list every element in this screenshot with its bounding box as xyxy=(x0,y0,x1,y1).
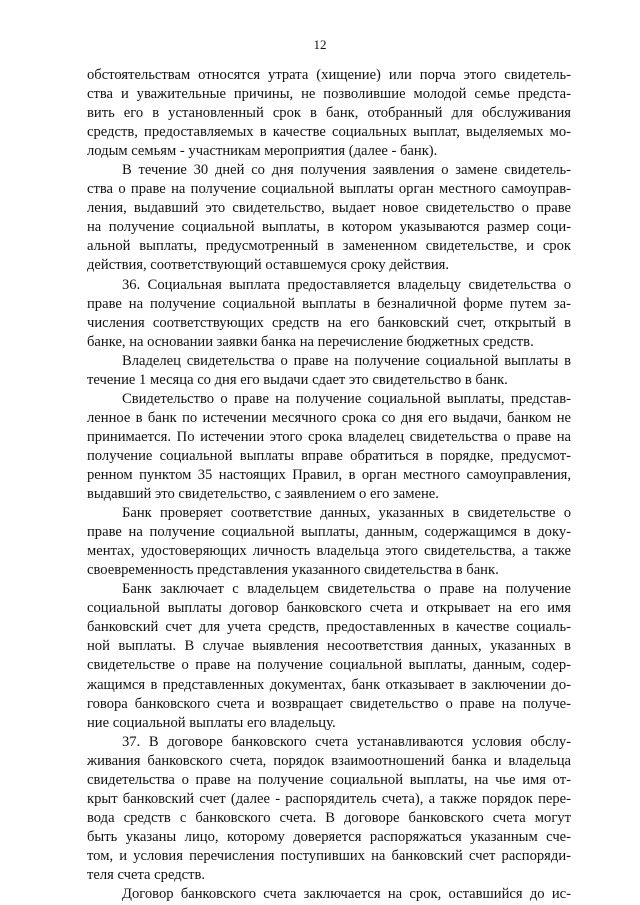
text-line: вить его в установленный срок в банк, отобранный для обслуживания xyxy=(87,105,571,122)
text-line: принимается. По истечении этого срока владелец свидетельства о праве на xyxy=(87,428,571,445)
text-line: праве на получение социальной выплаты в безналичной форме путем за- xyxy=(87,295,571,312)
text-line: Свидетельство о праве на получение социальной выплаты, представ- xyxy=(122,390,571,407)
text-line: числения соответствующих средств на его банковский счет, открытый в xyxy=(87,314,571,331)
text-line: свидетельства о праве на получение социальной выплаты, на чье имя от- xyxy=(87,771,571,788)
text-line: средств, предоставляемых в качестве социальных выплат, выделяемых мо- xyxy=(87,124,571,141)
text-line: обстоятельствам относятся утрата (хищение) или порча этого свидетель- xyxy=(87,67,571,83)
text-line: социальной выплаты договор банковского счета и открывает на его имя xyxy=(87,600,571,617)
text-line: говора банковского счета и возвращает свидетельство о праве на получе- xyxy=(87,695,571,712)
text-line: на получение социальной выплаты, в котором указываются размер соци- xyxy=(87,219,571,236)
text-line: ментах, удостоверяющих личность владельца этого свидетельства, а также xyxy=(87,543,571,560)
text-line: Владелец свидетельства о праве на получение социальной выплаты в xyxy=(122,352,571,369)
text-line: теля счета средств. xyxy=(87,866,206,883)
text-line: выдавший это свидетельство, с заявлением о его замене. xyxy=(87,486,439,503)
text-line: праве на получение социальной выплаты, данным, содержащимся в доку- xyxy=(87,524,571,541)
text-line: Банк заключает с владельцем свидетельства о праве на получение xyxy=(122,581,571,598)
text-line: своевременность представления указанного свидетельства в банк. xyxy=(87,562,499,579)
text-line: жащимся в представленных документах, банк отказывает в заключении до- xyxy=(87,676,571,693)
text-line: живания банковского счета, порядок взаимоотношений банка и владельца xyxy=(87,752,571,769)
paragraph xyxy=(87,390,571,504)
page-number: 12 xyxy=(313,37,327,52)
text-line: действия, соответствующий оставшемуся сроку действия. xyxy=(87,257,450,274)
text-line: течение 1 месяца со дня его выдачи сдает это свидетельство в банк. xyxy=(87,371,508,388)
document-body xyxy=(87,66,571,904)
paragraph xyxy=(87,733,571,885)
text-line: банке, на основании заявки банка на перечисление бюджетных средств. xyxy=(87,333,534,350)
text-line: ренном пунктом 35 настоящих Правил, в орган местного самоуправления, xyxy=(87,466,571,483)
text-line: ние социальной выплаты его владельцу. xyxy=(87,714,336,731)
text-line: банковский счет для учета средств, предоставленных в качестве социаль- xyxy=(87,619,571,636)
text-line: Договор банковского счета заключается на срок, оставшийся до ис- xyxy=(122,886,571,903)
text-line: альной выплаты, предусмотренный в замененном свидетельстве, и срок xyxy=(87,238,571,255)
text-line: 37. В договоре банковского счета устанавливаются условия обслу- xyxy=(122,733,571,750)
text-line: крыт банковский счет (далее - распорядитель счета), а также порядок пере- xyxy=(87,790,571,807)
paragraph xyxy=(87,352,571,390)
text-line: вода средств с банковского счета. В договоре банковского счета могут xyxy=(87,809,571,826)
text-line: В течение 30 дней со дня получения заявления о замене свидетель- xyxy=(122,162,571,179)
text-line: быть указаны лицо, которому доверяется распоряжаться указанным сче- xyxy=(87,828,571,845)
paragraph xyxy=(87,161,571,275)
paragraph xyxy=(87,885,571,904)
paragraph xyxy=(87,276,571,352)
paragraph xyxy=(87,504,571,580)
text-line: ства о праве на получение социальной выплаты орган местного самоуправ- xyxy=(87,181,571,198)
text-line: ленное в банк по истечении месячного срока со дня его выдачи, банком не xyxy=(87,409,571,426)
text-line: ления, выдавший это свидетельство, выдает новое свидетельство о праве xyxy=(87,200,571,217)
text-line: Банк проверяет соответствие данных, указанных в свидетельстве о xyxy=(122,505,571,522)
text-line: свидетельстве о праве на получение социальной выплаты, данным, содер- xyxy=(87,657,571,674)
text-line: том, и условия перечисления поступивших на банковский счет распоряди- xyxy=(87,847,571,864)
text-line: 36. Социальная выплата предоставляется владельцу свидетельства о xyxy=(122,276,571,293)
paragraph xyxy=(87,580,571,732)
text-line: ной выплаты. В случае выявления несоответствия данных, указанных в xyxy=(87,638,571,655)
paragraph xyxy=(87,66,571,161)
text-line: ства и уважительные причины, не позволившие молодой семье предста- xyxy=(87,86,571,103)
text-line: получение социальной выплаты вправе обратиться в порядке, предусмот- xyxy=(87,447,571,464)
text-line: лодым семьям - участникам мероприятия (далее - банк). xyxy=(87,143,438,160)
